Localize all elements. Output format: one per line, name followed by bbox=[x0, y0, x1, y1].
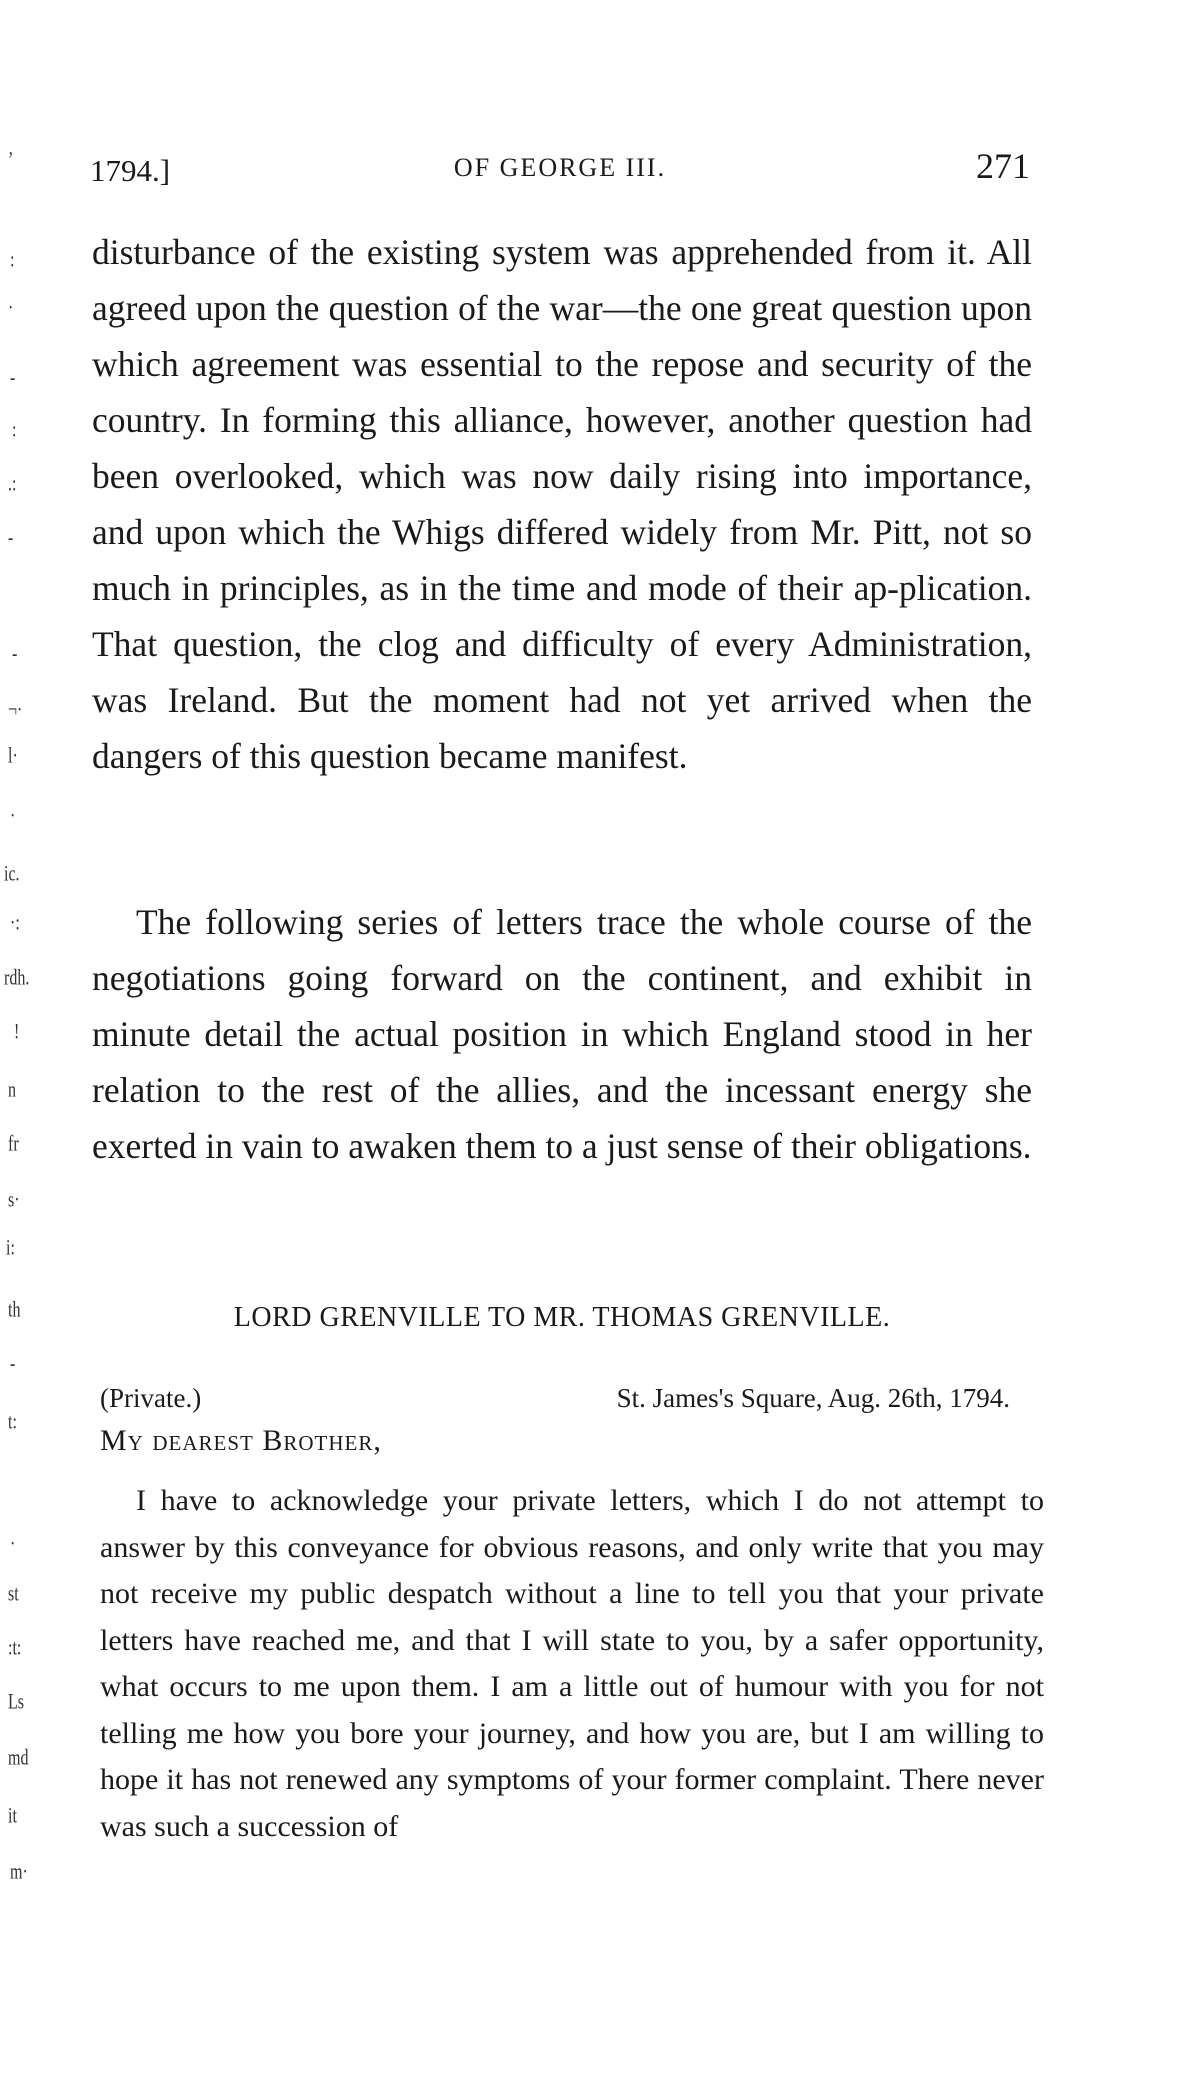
margin-fragment: · bbox=[10, 804, 16, 829]
margin-fragment: ’ bbox=[8, 148, 14, 173]
margin-fragment: rdh. bbox=[4, 966, 30, 991]
margin-fragment: s· bbox=[8, 1188, 20, 1213]
margin-fragment: m· bbox=[10, 1860, 28, 1885]
margin-fragment: · bbox=[8, 296, 14, 321]
private-note: (Private.) bbox=[100, 1383, 202, 1413]
margin-fragment: - bbox=[12, 642, 18, 667]
margin-fragment: it bbox=[8, 1804, 17, 1829]
letter-salutation: My dearest Brother, bbox=[100, 1424, 382, 1457]
running-header bbox=[90, 145, 1030, 195]
margin-fragment: l· bbox=[8, 744, 18, 769]
margin-fragment: i: bbox=[6, 1236, 15, 1261]
letter-body bbox=[100, 1478, 1044, 1850]
header-year: 1794.] bbox=[90, 153, 171, 188]
margin-fragment: ·: bbox=[10, 911, 20, 936]
header-title: OF GEORGE III. bbox=[453, 153, 667, 182]
margin-fragment: - bbox=[8, 526, 14, 551]
margin-fragment: - bbox=[10, 1352, 16, 1377]
left-margin-bleedthrough bbox=[0, 0, 62, 2089]
paragraph-text: disturbance of the existing system was apprehended from it. All agreed upon the question of the war—the one great question upon which agreement was essential to the repose and security of the country. In forming this alliance, however, another question had been overlooked, which was now daily rising into importance, and upon which the Whigs differed widely from Mr. Pitt, not so much in principles, as in the time and mode of their ap-plication. That question, the clog and difficulty of every Administration, was Ireland. But the moment had not yet arrived when the dangers of this question became manifest. bbox=[92, 232, 1032, 776]
margin-fragment: - bbox=[10, 366, 16, 391]
margin-fragment: th bbox=[8, 1298, 21, 1323]
margin-fragment: t: bbox=[8, 1410, 17, 1435]
margin-fragment: fr bbox=[8, 1132, 19, 1157]
margin-fragment: ¬· bbox=[8, 698, 23, 723]
margin-fragment: ic. bbox=[4, 862, 20, 887]
margin-fragment: Ls bbox=[8, 1690, 24, 1715]
letter-body-text: I have to acknowledge your private letters, which I do not attempt to answer by this conveyance for obvious reasons, and only write that you may not receive my public despatch without a line to tell you that your private letters have reached me, and that I will state to you, by a safer opportunity, what occurs to me upon them. I am a little out of humour with you for not telling me how you bore your journey, and how you are, but I am willing to hope it has not renewed any symptoms of your former complaint. There never was such a succession of bbox=[100, 1484, 1044, 1843]
paragraph bbox=[92, 894, 1032, 1174]
margin-fragment: ! bbox=[14, 1020, 20, 1045]
letter-heading: LORD GRENVILLE TO MR. THOMAS GRENVILLE. bbox=[233, 1302, 891, 1333]
place-and-date: St. James's Square, Aug. 26th, 1794. bbox=[616, 1383, 1010, 1413]
paragraph-text: The following series of letters trace the whole course of the negotiations going forward on the continent, and exhibit in minute detail the actual position in which England stood in her relation to the rest of the allies, and the incessant energy she exerted in vain to awaken them to a just sense of their obligations. bbox=[92, 902, 1032, 1166]
paragraph-continued bbox=[92, 224, 1032, 784]
margin-fragment: · bbox=[10, 1532, 16, 1557]
margin-fragment: st bbox=[8, 1582, 19, 1607]
margin-fragment: md bbox=[8, 1746, 29, 1771]
margin-fragment: n bbox=[8, 1078, 16, 1103]
page-number: 271 bbox=[976, 146, 1030, 186]
margin-fragment: : bbox=[12, 418, 17, 443]
margin-fragment: : bbox=[10, 248, 15, 273]
margin-fragment: .: bbox=[8, 472, 17, 497]
margin-fragment: :t: bbox=[8, 1636, 22, 1661]
